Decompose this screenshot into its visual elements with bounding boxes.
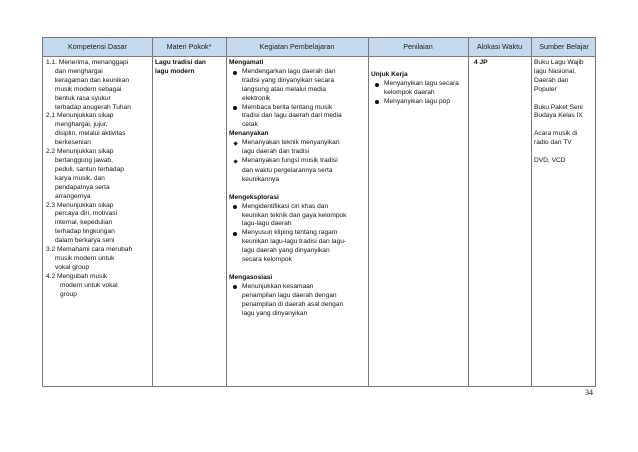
penilaian-item-line: Menyanyikan lagu pop — [384, 97, 450, 105]
column-divider — [531, 38, 532, 386]
kegiatan-item-line: Menanyakan fungsi musik tradisi — [242, 156, 338, 164]
kegiatan-item — [229, 139, 367, 157]
section-title-asosiasi: Mengasosiasi — [229, 273, 273, 281]
kegiatan-item-line: cetak — [242, 121, 258, 129]
kompetensi-line: musik modern sebagai — [55, 85, 122, 93]
sumber-line: Budaya Kelas IX — [534, 112, 583, 120]
column-divider — [152, 38, 153, 386]
kompetensi-line: arrangernya — [55, 192, 91, 200]
kegiatan-item-line: Membaca berita tentang musik — [242, 103, 333, 111]
kegiatan-item-line: elektronik — [242, 94, 271, 102]
header-penilaian: Penilaian — [403, 42, 433, 51]
sumber-belajar-cell — [534, 59, 596, 166]
kegiatan-item — [229, 157, 367, 185]
penilaian-item-line: kelompok daerah — [384, 88, 435, 96]
kegiatan-item-line: lagu-lagu daerah — [242, 220, 292, 228]
kegiatan-item-line: langsung atau melalui media — [242, 85, 326, 93]
sumber-line: radio dan TV — [534, 139, 572, 147]
kegiatan-item-line: Menunjukkan kesamaan — [242, 282, 314, 290]
kompetensi-line: group — [60, 290, 77, 298]
header-materi-pokok: Materi Pokok* — [166, 42, 212, 51]
kegiatan-item-line: Menanyakan teknik menyanyikan — [242, 139, 340, 147]
kompetensi-line: internal, kepedulian — [55, 219, 113, 227]
kompetensi-line: keragaman dan keunikan — [55, 76, 130, 84]
section-title-menanya: Menanyakan — [229, 130, 269, 138]
penilaian-item-line: Menyanyikan lagu secara — [384, 79, 459, 87]
kompetensi-line: 3.2 Memahami cara merubah — [46, 246, 133, 254]
header-kegiatan-pembelajaran: Kegiatan Pembelajaran — [259, 42, 335, 51]
kegiatan-item — [229, 68, 367, 104]
kompetensi-line: terhadap lingkungan — [55, 228, 115, 236]
sumber-line: DVD, VCD — [534, 156, 566, 164]
kegiatan-item — [229, 229, 367, 265]
materi-line: lagu modern — [155, 67, 195, 75]
section-title-mengamati: Mengamati — [229, 59, 264, 66]
kompetensi-line: 4.2 Mengubah musik — [46, 272, 108, 280]
sumber-line: Buku Paket Seni — [534, 103, 583, 111]
kegiatan-item-line: penampilan lagu daerah dengan — [242, 291, 337, 299]
kompetensi-line: 1.1. Menerima, menanggapi — [46, 59, 129, 66]
kompetensi-line: pendapatnya serta — [55, 183, 110, 191]
header-kompetensi-dasar: Kompetensi Dasar — [67, 42, 128, 51]
kompetensi-line: bertanggung jawab, — [55, 156, 113, 164]
kompetensi-line: dalam berkarya seni — [55, 237, 115, 245]
alokasi-waktu-cell — [474, 59, 529, 68]
sumber-line: Populer — [534, 85, 557, 93]
kompetensi-dasar-cell — [46, 59, 151, 299]
kompetensi-line: bentuk rasa syukur — [55, 94, 111, 102]
kompetensi-line: terhadap anugerah Tuhan — [55, 103, 131, 111]
kegiatan-item-line: keunikan lagu-lagu tradisi dan lagu- — [242, 238, 347, 246]
kegiatan-item — [229, 104, 367, 131]
materi-pokok-cell — [155, 59, 225, 77]
kompetensi-line: musik modern untuk — [55, 254, 115, 262]
kegiatan-item-line: tradisi yang dinyanyikan secara — [242, 76, 334, 84]
sumber-spacer — [534, 121, 596, 130]
kompetensi-line: dan menghargai — [55, 67, 103, 75]
kegiatan-item-line: lagu daerah dan tradisi — [242, 148, 310, 156]
kegiatan-item-line: lagu yang dinyanyikan — [242, 309, 308, 317]
kegiatan-item-line: keunikannya — [242, 175, 280, 183]
sumber-line: Buku Lagu Wajib — [534, 59, 584, 66]
kegiatan-item-line: lagu daerah yang dinyanyikan — [242, 247, 330, 255]
alokasi-value: 4 JP — [474, 59, 488, 66]
kegiatan-item-line: secara kelompok — [242, 256, 292, 264]
kegiatan-item-line: Mendengarkan lagu daerah dan — [242, 67, 336, 75]
kompetensi-line: berkesenian — [55, 139, 91, 147]
kegiatan-item-line: dan waktu pergelarannya serta — [242, 166, 333, 174]
penilaian-title: Unjuk Kerja — [371, 71, 408, 78]
kompetensi-line: 2.3 Menunjukkan sikap — [46, 201, 114, 209]
materi-line: Lagu tradisi dan — [155, 59, 206, 66]
page-number: 34 — [585, 388, 593, 397]
penilaian-item — [371, 98, 467, 107]
kegiatan-item — [229, 283, 367, 319]
kompetensi-line: 2.1 Menunjukkan sikap — [46, 112, 114, 120]
syllabus-table — [42, 37, 596, 387]
table-header-row — [43, 38, 595, 57]
kompetensi-line: disiplin, melalui aktivitas — [55, 130, 126, 138]
kegiatan-item — [229, 203, 367, 230]
kegiatan-item-line: keunikan teknik dan gaya kelompok — [242, 211, 347, 219]
header-alokasi-waktu: Alokasi Waktu — [476, 42, 523, 51]
sumber-line: Daerah dan — [534, 76, 569, 84]
column-divider — [226, 38, 227, 386]
kompetensi-line: vokal group — [55, 263, 90, 271]
kompetensi-line: peduli, santun terhadap — [55, 165, 124, 173]
kompetensi-line: modern untuk vokal — [60, 281, 118, 289]
sumber-spacer — [534, 148, 596, 157]
kegiatan-pembelajaran-cell — [229, 59, 367, 318]
kompetensi-line: 2.2 Menunjukkan sikap — [46, 148, 114, 156]
column-divider — [468, 38, 469, 386]
header-sumber-belajar: Sumber Belajar — [539, 42, 589, 51]
kegiatan-item-line: penampilan di daerah asal dengan — [242, 300, 344, 308]
kegiatan-item-line: tradisi dan lagu daerah dari media — [242, 112, 342, 120]
column-divider — [368, 38, 369, 386]
kegiatan-item-line: Menyusun kliping tentang ragam — [242, 229, 338, 237]
kompetensi-line: karya musik, dan — [55, 174, 105, 182]
sumber-spacer — [534, 95, 596, 104]
kompetensi-line: menghargai, jujur, — [55, 121, 108, 129]
kegiatan-item-line: Mengidentifikasi ciri khas dan — [242, 202, 329, 210]
sumber-line: Acara musik di — [534, 130, 578, 138]
penilaian-cell — [371, 71, 467, 107]
penilaian-item — [371, 80, 467, 98]
kompetensi-line: percaya diri, motivasi — [55, 210, 117, 218]
section-title-eksplorasi: Mengeksplorasi — [229, 193, 279, 201]
sumber-line: lagu Nasional, — [534, 67, 576, 75]
